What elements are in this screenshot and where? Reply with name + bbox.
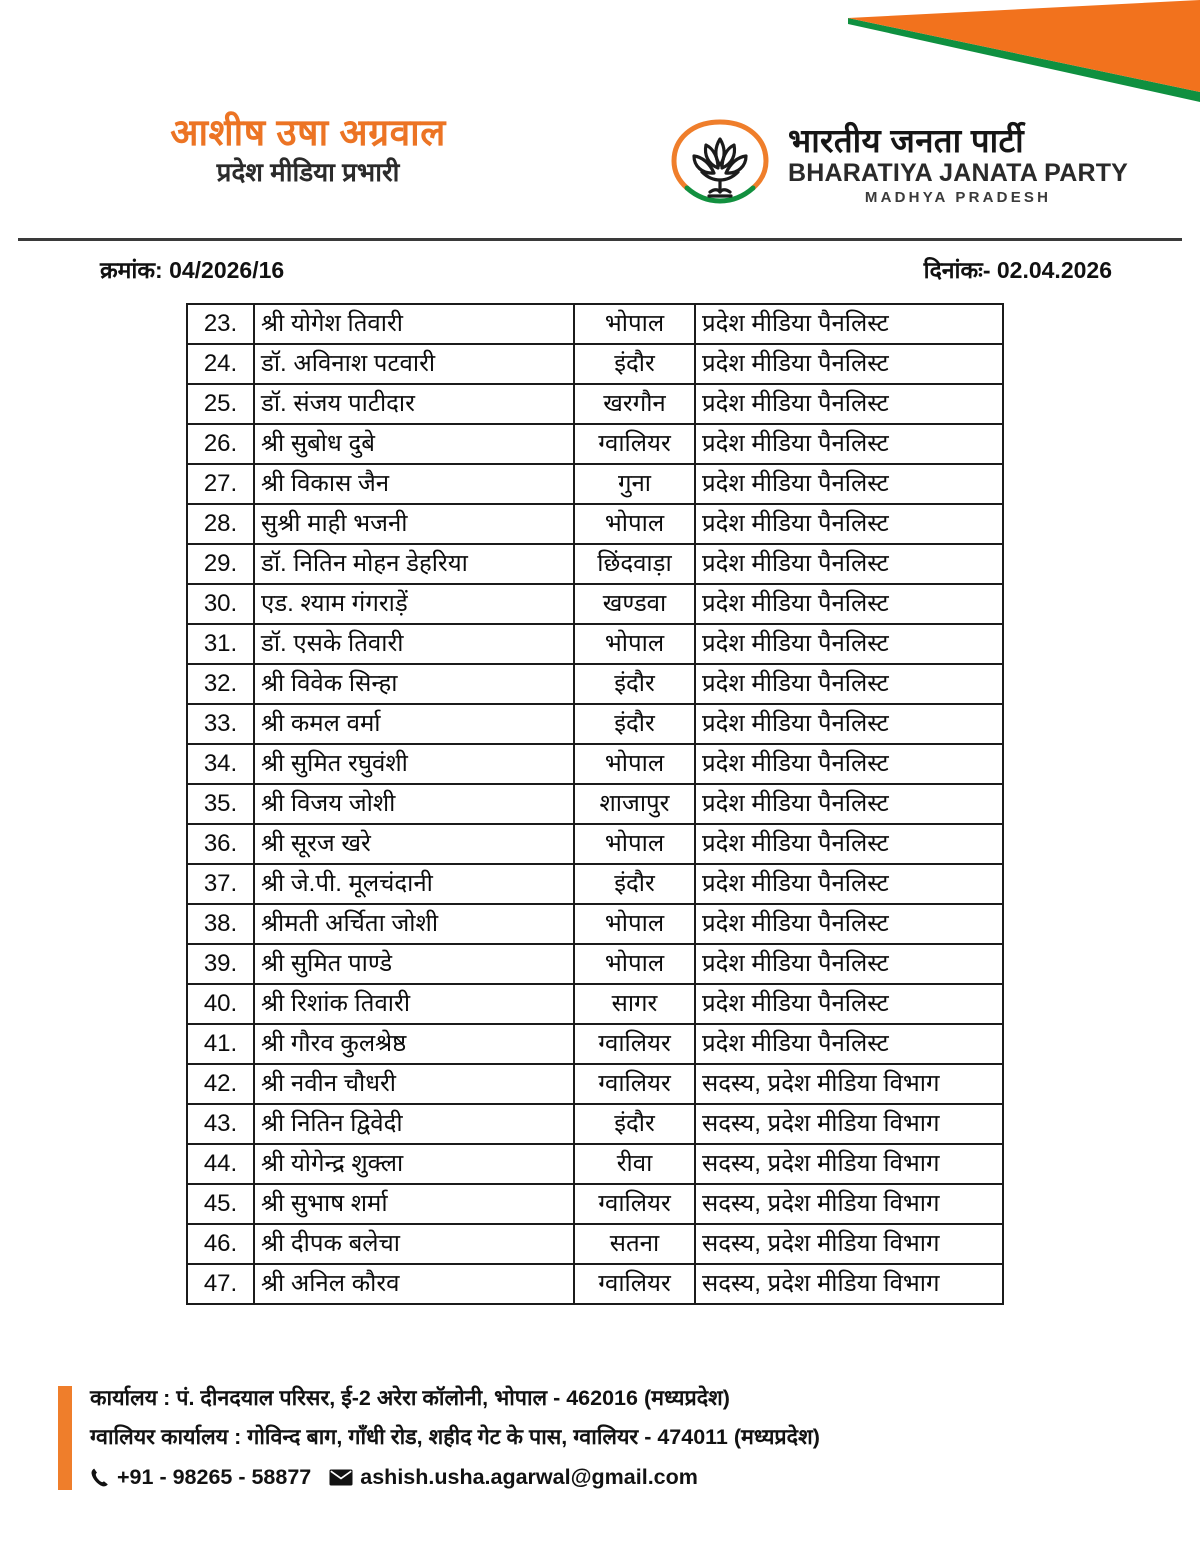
row-serial: 28. xyxy=(187,504,254,544)
row-city: इंदौर xyxy=(574,344,695,384)
row-city: ग्वालियर xyxy=(574,1064,695,1104)
row-serial: 30. xyxy=(187,584,254,624)
row-role: सदस्य, प्रदेश मीडिया विभाग xyxy=(695,1104,1003,1144)
footer xyxy=(58,1386,1148,1490)
row-name: श्री कमल वर्मा xyxy=(254,704,574,744)
row-role: प्रदेश मीडिया पैनलिस्ट xyxy=(695,344,1003,384)
row-name: डॉ. नितिन मोहन डेहरिया xyxy=(254,544,574,584)
footer-phone-number[interactable]: +91 - 98265 - 58877 xyxy=(117,1465,312,1489)
row-serial: 45. xyxy=(187,1184,254,1224)
row-name: एड. श्याम गंगराड़ें xyxy=(254,584,574,624)
row-name: श्री विवेक सिन्हा xyxy=(254,664,574,704)
table-row xyxy=(187,904,1003,944)
row-city: छिंदवाड़ा xyxy=(574,544,695,584)
row-role: प्रदेश मीडिया पैनलिस्ट xyxy=(695,904,1003,944)
spokesperson-name: आशीष उषा अग्रवाल xyxy=(170,112,446,153)
row-name: श्रीमती अर्चिता जोशी xyxy=(254,904,574,944)
row-serial: 43. xyxy=(187,1104,254,1144)
row-city: शाजापुर xyxy=(574,784,695,824)
row-city: भोपाल xyxy=(574,824,695,864)
row-serial: 36. xyxy=(187,824,254,864)
row-name: सुश्री माही भजनी xyxy=(254,504,574,544)
envelope-icon xyxy=(329,1469,353,1486)
row-city: भोपाल xyxy=(574,304,695,344)
row-serial: 32. xyxy=(187,664,254,704)
reference-row xyxy=(100,253,1112,285)
row-city: गुना xyxy=(574,464,695,504)
reference-number: क्रमांक: 04/2026/16 xyxy=(100,257,285,283)
row-role: प्रदेश मीडिया पैनलिस्ट xyxy=(695,784,1003,824)
row-serial: 38. xyxy=(187,904,254,944)
row-name: श्री सूरज खरे xyxy=(254,824,574,864)
row-serial: 41. xyxy=(187,1024,254,1064)
table-row xyxy=(187,1144,1003,1184)
row-name: डॉ. संजय पाटीदार xyxy=(254,384,574,424)
table-row xyxy=(187,1224,1003,1264)
row-name: श्री दीपक बलेचा xyxy=(254,1224,574,1264)
footer-accent-bar xyxy=(58,1386,72,1490)
row-role: सदस्य, प्रदेश मीडिया विभाग xyxy=(695,1264,1003,1304)
table-row xyxy=(187,1064,1003,1104)
row-serial: 37. xyxy=(187,864,254,904)
corner-tricolor-wedge xyxy=(820,0,1200,102)
row-name: श्री विजय जोशी xyxy=(254,784,574,824)
row-name: श्री विकास जैन xyxy=(254,464,574,504)
table-row xyxy=(187,1104,1003,1144)
phone-icon xyxy=(90,1467,110,1488)
row-city: सागर xyxy=(574,984,695,1024)
footer-gwalior-address: ग्वालियर कार्यालय : गोविन्द बाग, गाँधी रोड, शहीद गेट के पास, ग्वालियर - 474011 (मध्यप्रदेश) xyxy=(90,1424,820,1449)
row-name: श्री नवीन चौधरी xyxy=(254,1064,574,1104)
spokesperson-block xyxy=(78,112,538,189)
row-city: ग्वालियर xyxy=(574,1184,695,1224)
row-serial: 47. xyxy=(187,1264,254,1304)
footer-email-address[interactable]: ashish.usha.agarwal@gmail.com xyxy=(360,1465,698,1489)
row-name: श्री सुभाष शर्मा xyxy=(254,1184,574,1224)
row-serial: 31. xyxy=(187,624,254,664)
table-row xyxy=(187,664,1003,704)
row-role: प्रदेश मीडिया पैनलिस्ट xyxy=(695,584,1003,624)
row-name: श्री नितिन द्विवेदी xyxy=(254,1104,574,1144)
footer-text-block xyxy=(90,1386,820,1490)
row-role: प्रदेश मीडिया पैनलिस्ट xyxy=(695,504,1003,544)
row-serial: 40. xyxy=(187,984,254,1024)
row-city: खण्डवा xyxy=(574,584,695,624)
footer-office-address: कार्यालय : पं. दीनदयाल परिसर, ई-2 अरेरा कॉलोनी, भोपाल - 462016 (मध्यप्रदेश) xyxy=(90,1386,730,1410)
row-role: सदस्य, प्रदेश मीडिया विभाग xyxy=(695,1144,1003,1184)
wedge-orange-band xyxy=(848,0,1200,92)
letterhead xyxy=(0,112,1200,230)
row-name: श्री जे.पी. मूलचंदानी xyxy=(254,864,574,904)
spokesperson-designation: प्रदेश मीडिया प्रभारी xyxy=(216,157,400,188)
row-city: भोपाल xyxy=(574,904,695,944)
table-row xyxy=(187,984,1003,1024)
table-row xyxy=(187,384,1003,424)
row-role: प्रदेश मीडिया पैनलिस्ट xyxy=(695,384,1003,424)
row-role: सदस्य, प्रदेश मीडिया विभाग xyxy=(695,1224,1003,1264)
table-row xyxy=(187,624,1003,664)
row-name: श्री रिशांक तिवारी xyxy=(254,984,574,1024)
row-serial: 27. xyxy=(187,464,254,504)
row-role: प्रदेश मीडिया पैनलिस्ट xyxy=(695,944,1003,984)
table-row xyxy=(187,1264,1003,1304)
row-city: भोपाल xyxy=(574,624,695,664)
row-name: श्री योगेन्द्र शुक्ला xyxy=(254,1144,574,1184)
table-row xyxy=(187,704,1003,744)
row-city: ग्वालियर xyxy=(574,1264,695,1304)
wedge-green-band xyxy=(848,18,1200,102)
table-row xyxy=(187,744,1003,784)
table-row xyxy=(187,344,1003,384)
party-identity-block xyxy=(668,116,1128,212)
table-row xyxy=(187,584,1003,624)
bjp-lotus-icon xyxy=(668,116,772,212)
row-serial: 42. xyxy=(187,1064,254,1104)
row-serial: 39. xyxy=(187,944,254,984)
footer-contact-line xyxy=(90,1465,820,1490)
table-row xyxy=(187,464,1003,504)
table-row xyxy=(187,304,1003,344)
row-city: भोपाल xyxy=(574,504,695,544)
row-role: प्रदेश मीडिया पैनलिस्ट xyxy=(695,864,1003,904)
party-name-english: BHARATIYA JANATA PARTY xyxy=(788,158,1129,187)
row-role: प्रदेश मीडिया पैनलिस्ट xyxy=(695,984,1003,1024)
row-role: प्रदेश मीडिया पैनलिस्ट xyxy=(695,544,1003,584)
table-body xyxy=(187,304,1003,1304)
row-name: श्री गौरव कुलश्रेष्ठ xyxy=(254,1024,574,1064)
table-row xyxy=(187,784,1003,824)
row-serial: 33. xyxy=(187,704,254,744)
row-serial: 34. xyxy=(187,744,254,784)
row-role: प्रदेश मीडिया पैनलिस्ट xyxy=(695,744,1003,784)
row-name: श्री योगेश तिवारी xyxy=(254,304,574,344)
table-row xyxy=(187,864,1003,904)
row-role: प्रदेश मीडिया पैनलिस्ट xyxy=(695,464,1003,504)
row-city: सतना xyxy=(574,1224,695,1264)
row-role: सदस्य, प्रदेश मीडिया विभाग xyxy=(695,1184,1003,1224)
header-divider xyxy=(18,238,1182,241)
reference-date: दिनांकः- 02.04.2026 xyxy=(923,257,1112,283)
row-role: प्रदेश मीडिया पैनलिस्ट xyxy=(695,664,1003,704)
row-city: रीवा xyxy=(574,1144,695,1184)
table-row xyxy=(187,1184,1003,1224)
row-city: इंदौर xyxy=(574,864,695,904)
row-city: इंदौर xyxy=(574,1104,695,1144)
row-name: श्री अनिल कौरव xyxy=(254,1264,574,1304)
row-serial: 35. xyxy=(187,784,254,824)
appointee-table xyxy=(186,303,1004,1305)
row-role: प्रदेश मीडिया पैनलिस्ट xyxy=(695,304,1003,344)
row-serial: 24. xyxy=(187,344,254,384)
table-row xyxy=(187,1024,1003,1064)
row-name: डॉ. अविनाश पटवारी xyxy=(254,344,574,384)
table-row xyxy=(187,424,1003,464)
table-row xyxy=(187,944,1003,984)
row-city: इंदौर xyxy=(574,704,695,744)
table-row xyxy=(187,504,1003,544)
row-city: इंदौर xyxy=(574,664,695,704)
party-state-name: MADHYA PRADESH xyxy=(864,188,1052,206)
row-serial: 26. xyxy=(187,424,254,464)
row-role: प्रदेश मीडिया पैनलिस्ट xyxy=(695,1024,1003,1064)
table-row xyxy=(187,544,1003,584)
row-name: डॉ. एसके तिवारी xyxy=(254,624,574,664)
row-serial: 46. xyxy=(187,1224,254,1264)
row-role: प्रदेश मीडिया पैनलिस्ट xyxy=(695,424,1003,464)
row-role: सदस्य, प्रदेश मीडिया विभाग xyxy=(695,1064,1003,1104)
row-city: खरगौन xyxy=(574,384,695,424)
row-city: भोपाल xyxy=(574,944,695,984)
row-role: प्रदेश मीडिया पैनलिस्ट xyxy=(695,624,1003,664)
row-city: भोपाल xyxy=(574,744,695,784)
row-name: श्री सुमित रघुवंशी xyxy=(254,744,574,784)
party-name-hindi: भारतीय जनता पार्टी xyxy=(788,122,1025,160)
table-row xyxy=(187,824,1003,864)
row-role: प्रदेश मीडिया पैनलिस्ट xyxy=(695,824,1003,864)
row-city: ग्वालियर xyxy=(574,1024,695,1064)
row-serial: 25. xyxy=(187,384,254,424)
row-name: श्री सुबोध दुबे xyxy=(254,424,574,464)
row-name: श्री सुमित पाण्डे xyxy=(254,944,574,984)
row-serial: 29. xyxy=(187,544,254,584)
row-serial: 23. xyxy=(187,304,254,344)
row-role: प्रदेश मीडिया पैनलिस्ट xyxy=(695,704,1003,744)
party-wordmark xyxy=(788,121,1128,207)
row-city: ग्वालियर xyxy=(574,424,695,464)
row-serial: 44. xyxy=(187,1144,254,1184)
